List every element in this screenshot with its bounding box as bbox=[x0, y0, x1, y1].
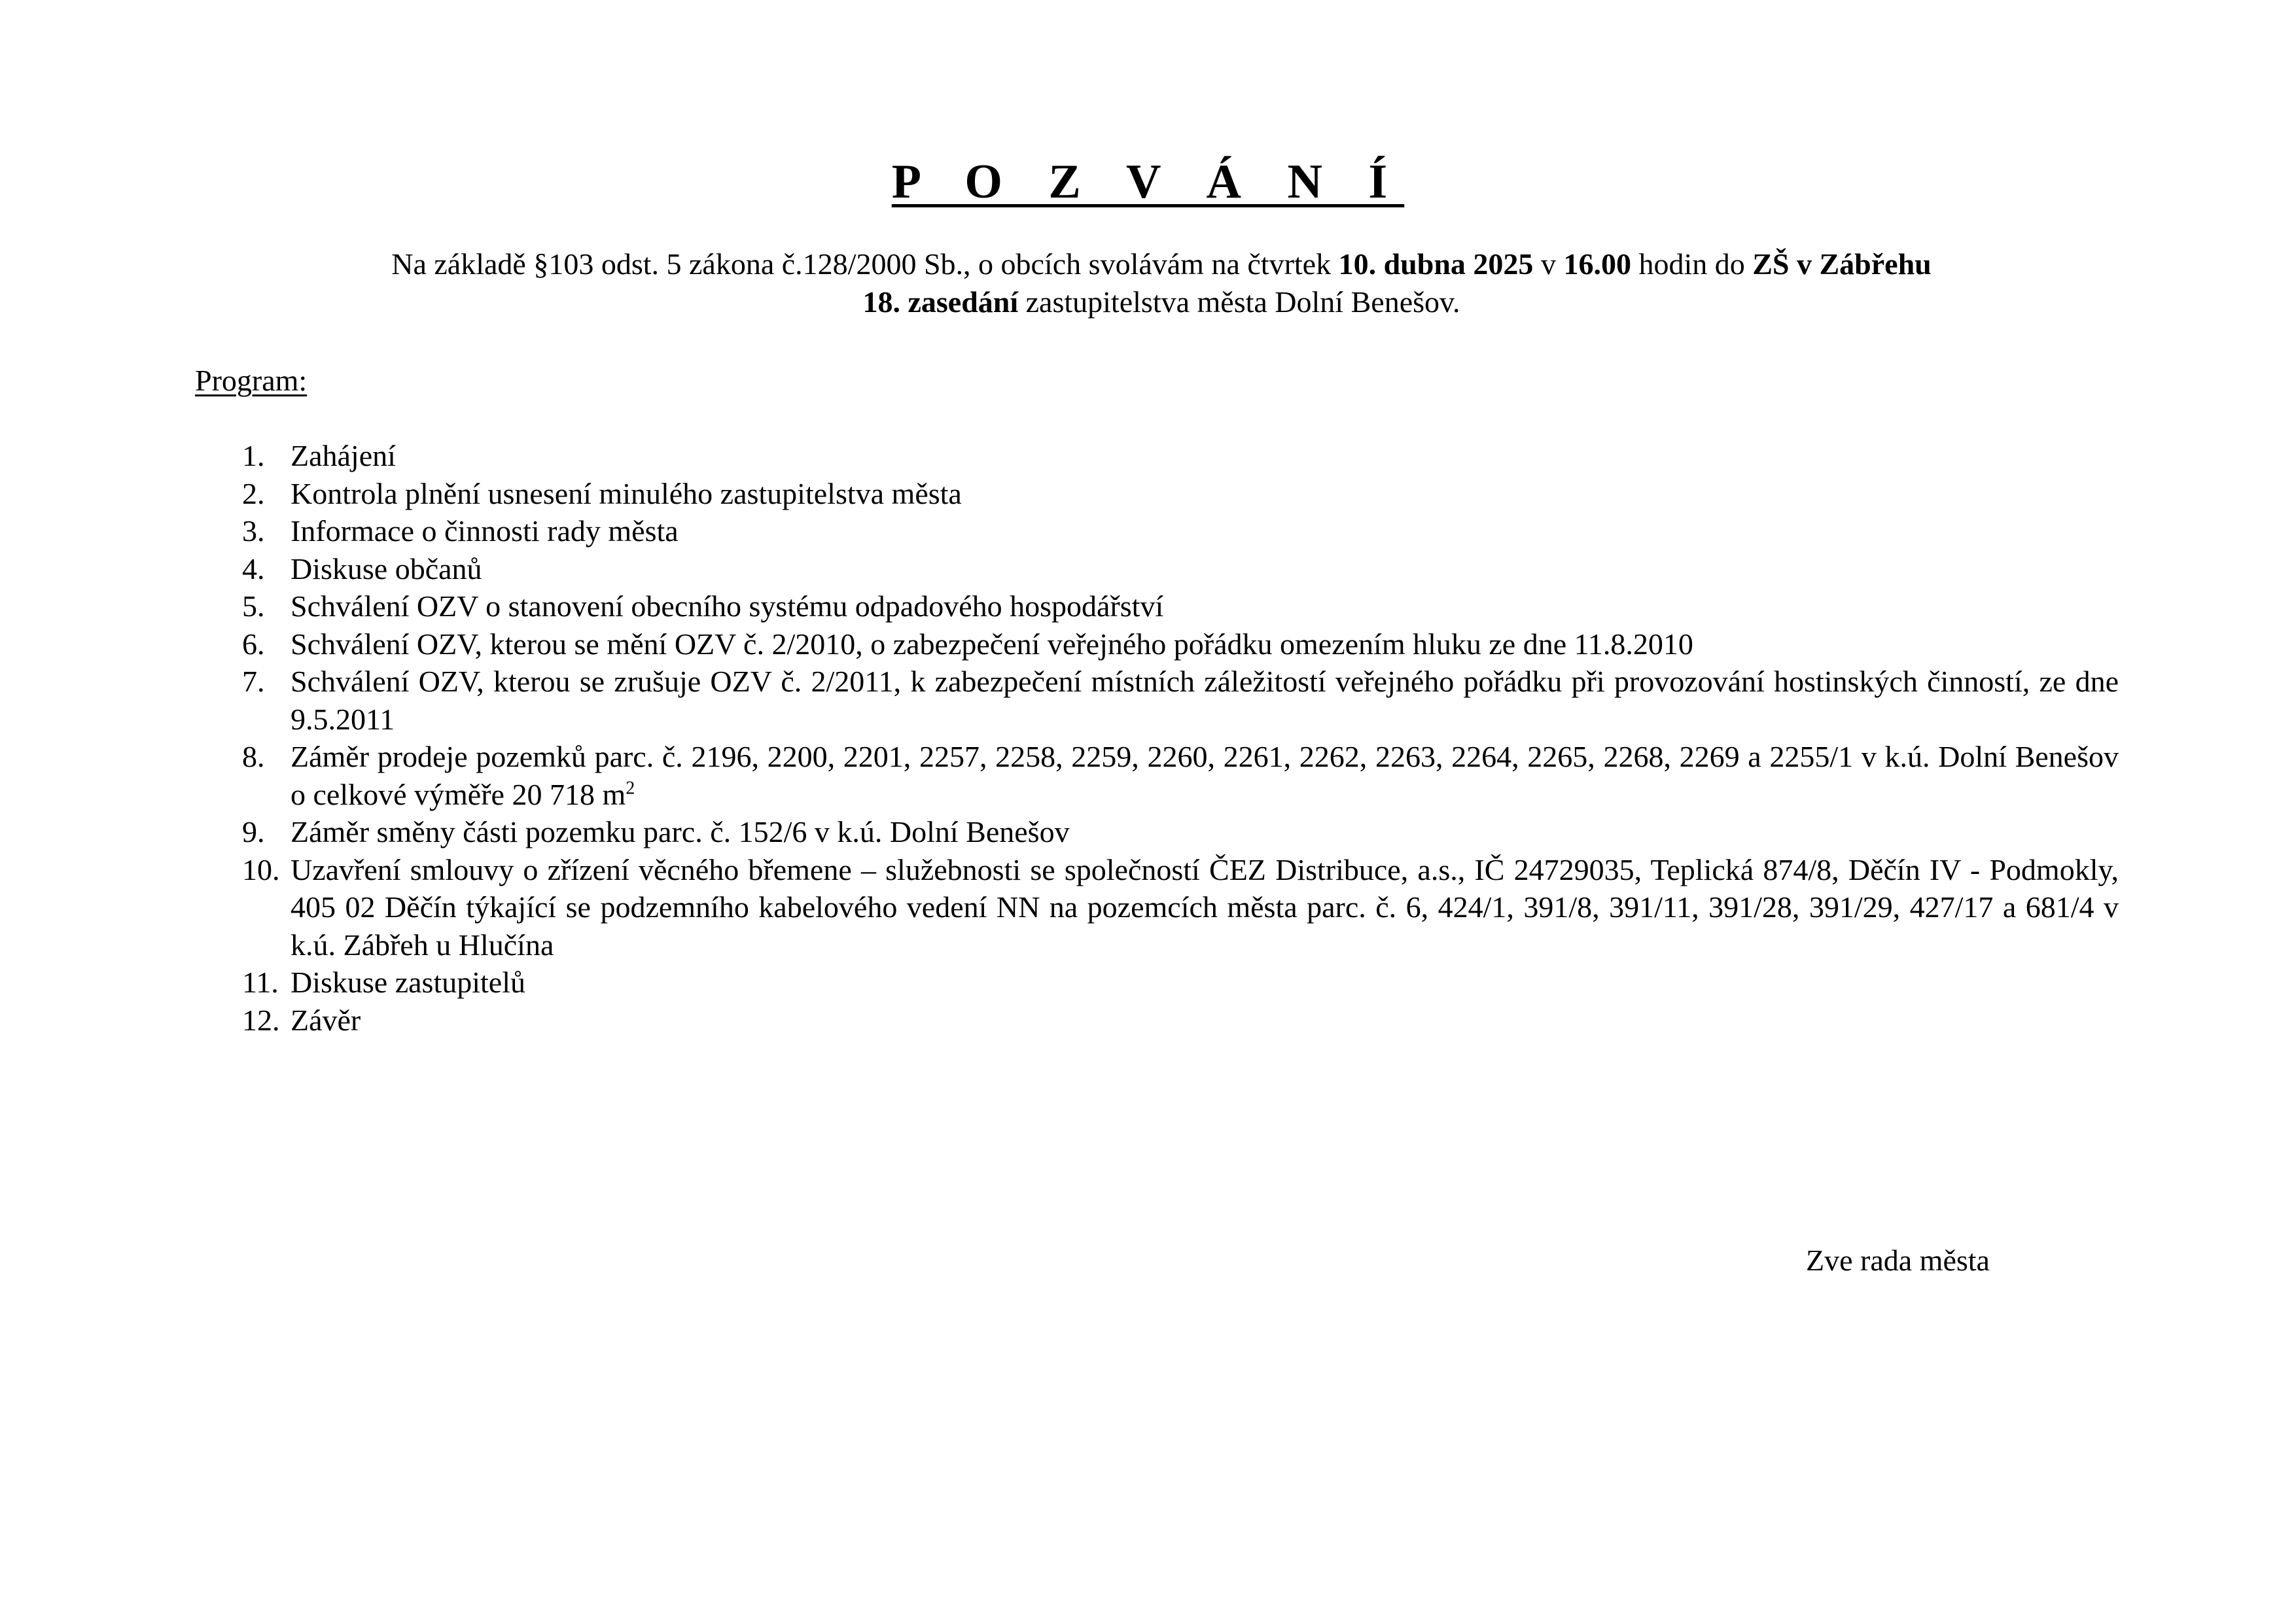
agenda-item bbox=[242, 437, 2119, 475]
agenda-item bbox=[242, 663, 2119, 738]
agenda-item-text: Záměr směny části pozemku parc. č. 152/6 v k.ú. Dolní Benešov bbox=[291, 815, 1070, 848]
agenda-item-number: 2. bbox=[242, 476, 265, 510]
signature: Zve rada města bbox=[1806, 1244, 1990, 1277]
agenda-item-number: 7. bbox=[242, 665, 265, 698]
agenda-item-text-wrapper bbox=[291, 738, 2119, 813]
session-number: 18. zasedání bbox=[862, 285, 1019, 319]
agenda-item-text: Diskuse zastupitelů bbox=[291, 966, 525, 999]
agenda-item bbox=[242, 1002, 2119, 1039]
agenda-item-text: Schválení OZV o stanovení obecního systému odpadového hospodářství bbox=[291, 589, 1164, 623]
agenda-item bbox=[242, 512, 2119, 550]
intro-legal-basis: Na základě §103 odst. 5 zákona č.128/2000 Sb., o obcích svolávám na čtvrtek bbox=[391, 247, 1339, 281]
agenda-item-number: 1. bbox=[242, 439, 265, 472]
agenda-item-text: Informace o činnosti rady města bbox=[291, 514, 679, 548]
meeting-place: ZŠ v Zábřehu bbox=[1752, 247, 1932, 281]
agenda-item bbox=[242, 587, 2119, 625]
program-label: Program: bbox=[195, 364, 308, 397]
agenda-item-number: 11. bbox=[242, 966, 279, 999]
intro-connector-v: v bbox=[1533, 247, 1564, 281]
area-unit-superscript: 2 bbox=[626, 778, 635, 799]
meeting-time: 16.00 bbox=[1563, 247, 1631, 281]
agenda-item-text: Schválení OZV, kterou se zrušuje OZV č. 2/2011, k zabezpečení místních záležitostí veřejného pořádku při provozování hostinských činností, ze dne 9.5.2011 bbox=[291, 665, 2119, 736]
agenda-item-number: 6. bbox=[242, 627, 265, 661]
intro-line-2 bbox=[196, 283, 2127, 321]
agenda-item-number: 5. bbox=[242, 589, 265, 623]
meeting-date: 10. dubna 2025 bbox=[1338, 247, 1534, 281]
agenda-item-text: Záměr prodeje pozemků parc. č. 2196, 2200, 2201, 2257, 2258, 2259, 2260, 2261, 2262, 2263, 2264, 2265, 2268, 2269 a 2255/1 v k.ú. Dolní Benešov o celkové výměře 20 718 m bbox=[291, 740, 2119, 811]
agenda-item bbox=[242, 625, 2119, 663]
agenda-item-text: Závěr bbox=[291, 1003, 361, 1037]
agenda-item-text: Schválení OZV, kterou se mění OZV č. 2/2010, o zabezpečení veřejného pořádku omezením hluku ze dne 11.8.2010 bbox=[291, 627, 1693, 661]
intro-connector-hodin: hodin do bbox=[1631, 247, 1753, 281]
agenda-item bbox=[242, 964, 2119, 1002]
agenda-item bbox=[242, 475, 2119, 513]
agenda-item bbox=[242, 851, 2119, 964]
session-description: zastupitelstva města Dolní Benešov. bbox=[1018, 285, 1460, 319]
agenda-item-number: 10. bbox=[242, 852, 280, 886]
intro-line-1 bbox=[196, 245, 2127, 283]
document-title: P O Z V Á N Í bbox=[891, 155, 1405, 209]
agenda-item-text: Kontrola plnění usnesení minulého zastupitelstva města bbox=[291, 476, 962, 510]
agenda-item-number: 4. bbox=[242, 551, 265, 585]
agenda-item-number: 3. bbox=[242, 514, 265, 548]
agenda-item-number: 12. bbox=[242, 1003, 280, 1037]
agenda-item-text: Diskuse občanů bbox=[291, 551, 482, 585]
agenda-item bbox=[242, 813, 2119, 851]
invitation-intro bbox=[196, 245, 2127, 321]
agenda-item bbox=[242, 738, 2119, 813]
agenda-item-number: 8. bbox=[242, 740, 265, 773]
agenda-list bbox=[242, 437, 2119, 1039]
agenda-item-number: 9. bbox=[242, 815, 265, 848]
agenda-item bbox=[242, 550, 2119, 588]
agenda-item-text: Zahájení bbox=[291, 439, 396, 472]
agenda-item-text: Uzavření smlouvy o zřízení věcného břemene – služebnosti se společností ČEZ Distribuce, a.s., IČ 24729035, Teplická 874/8, Děčín IV - Podmokly, 405 02 Děčín týkající se podzemního kabelového vedení NN na pozemcích města parc. č. 6, 424/1, 391/8, 391/11, 391/28, 391/29, 427/17 a 681/4 v k.ú. Zábřeh u Hlučína bbox=[291, 852, 2119, 962]
